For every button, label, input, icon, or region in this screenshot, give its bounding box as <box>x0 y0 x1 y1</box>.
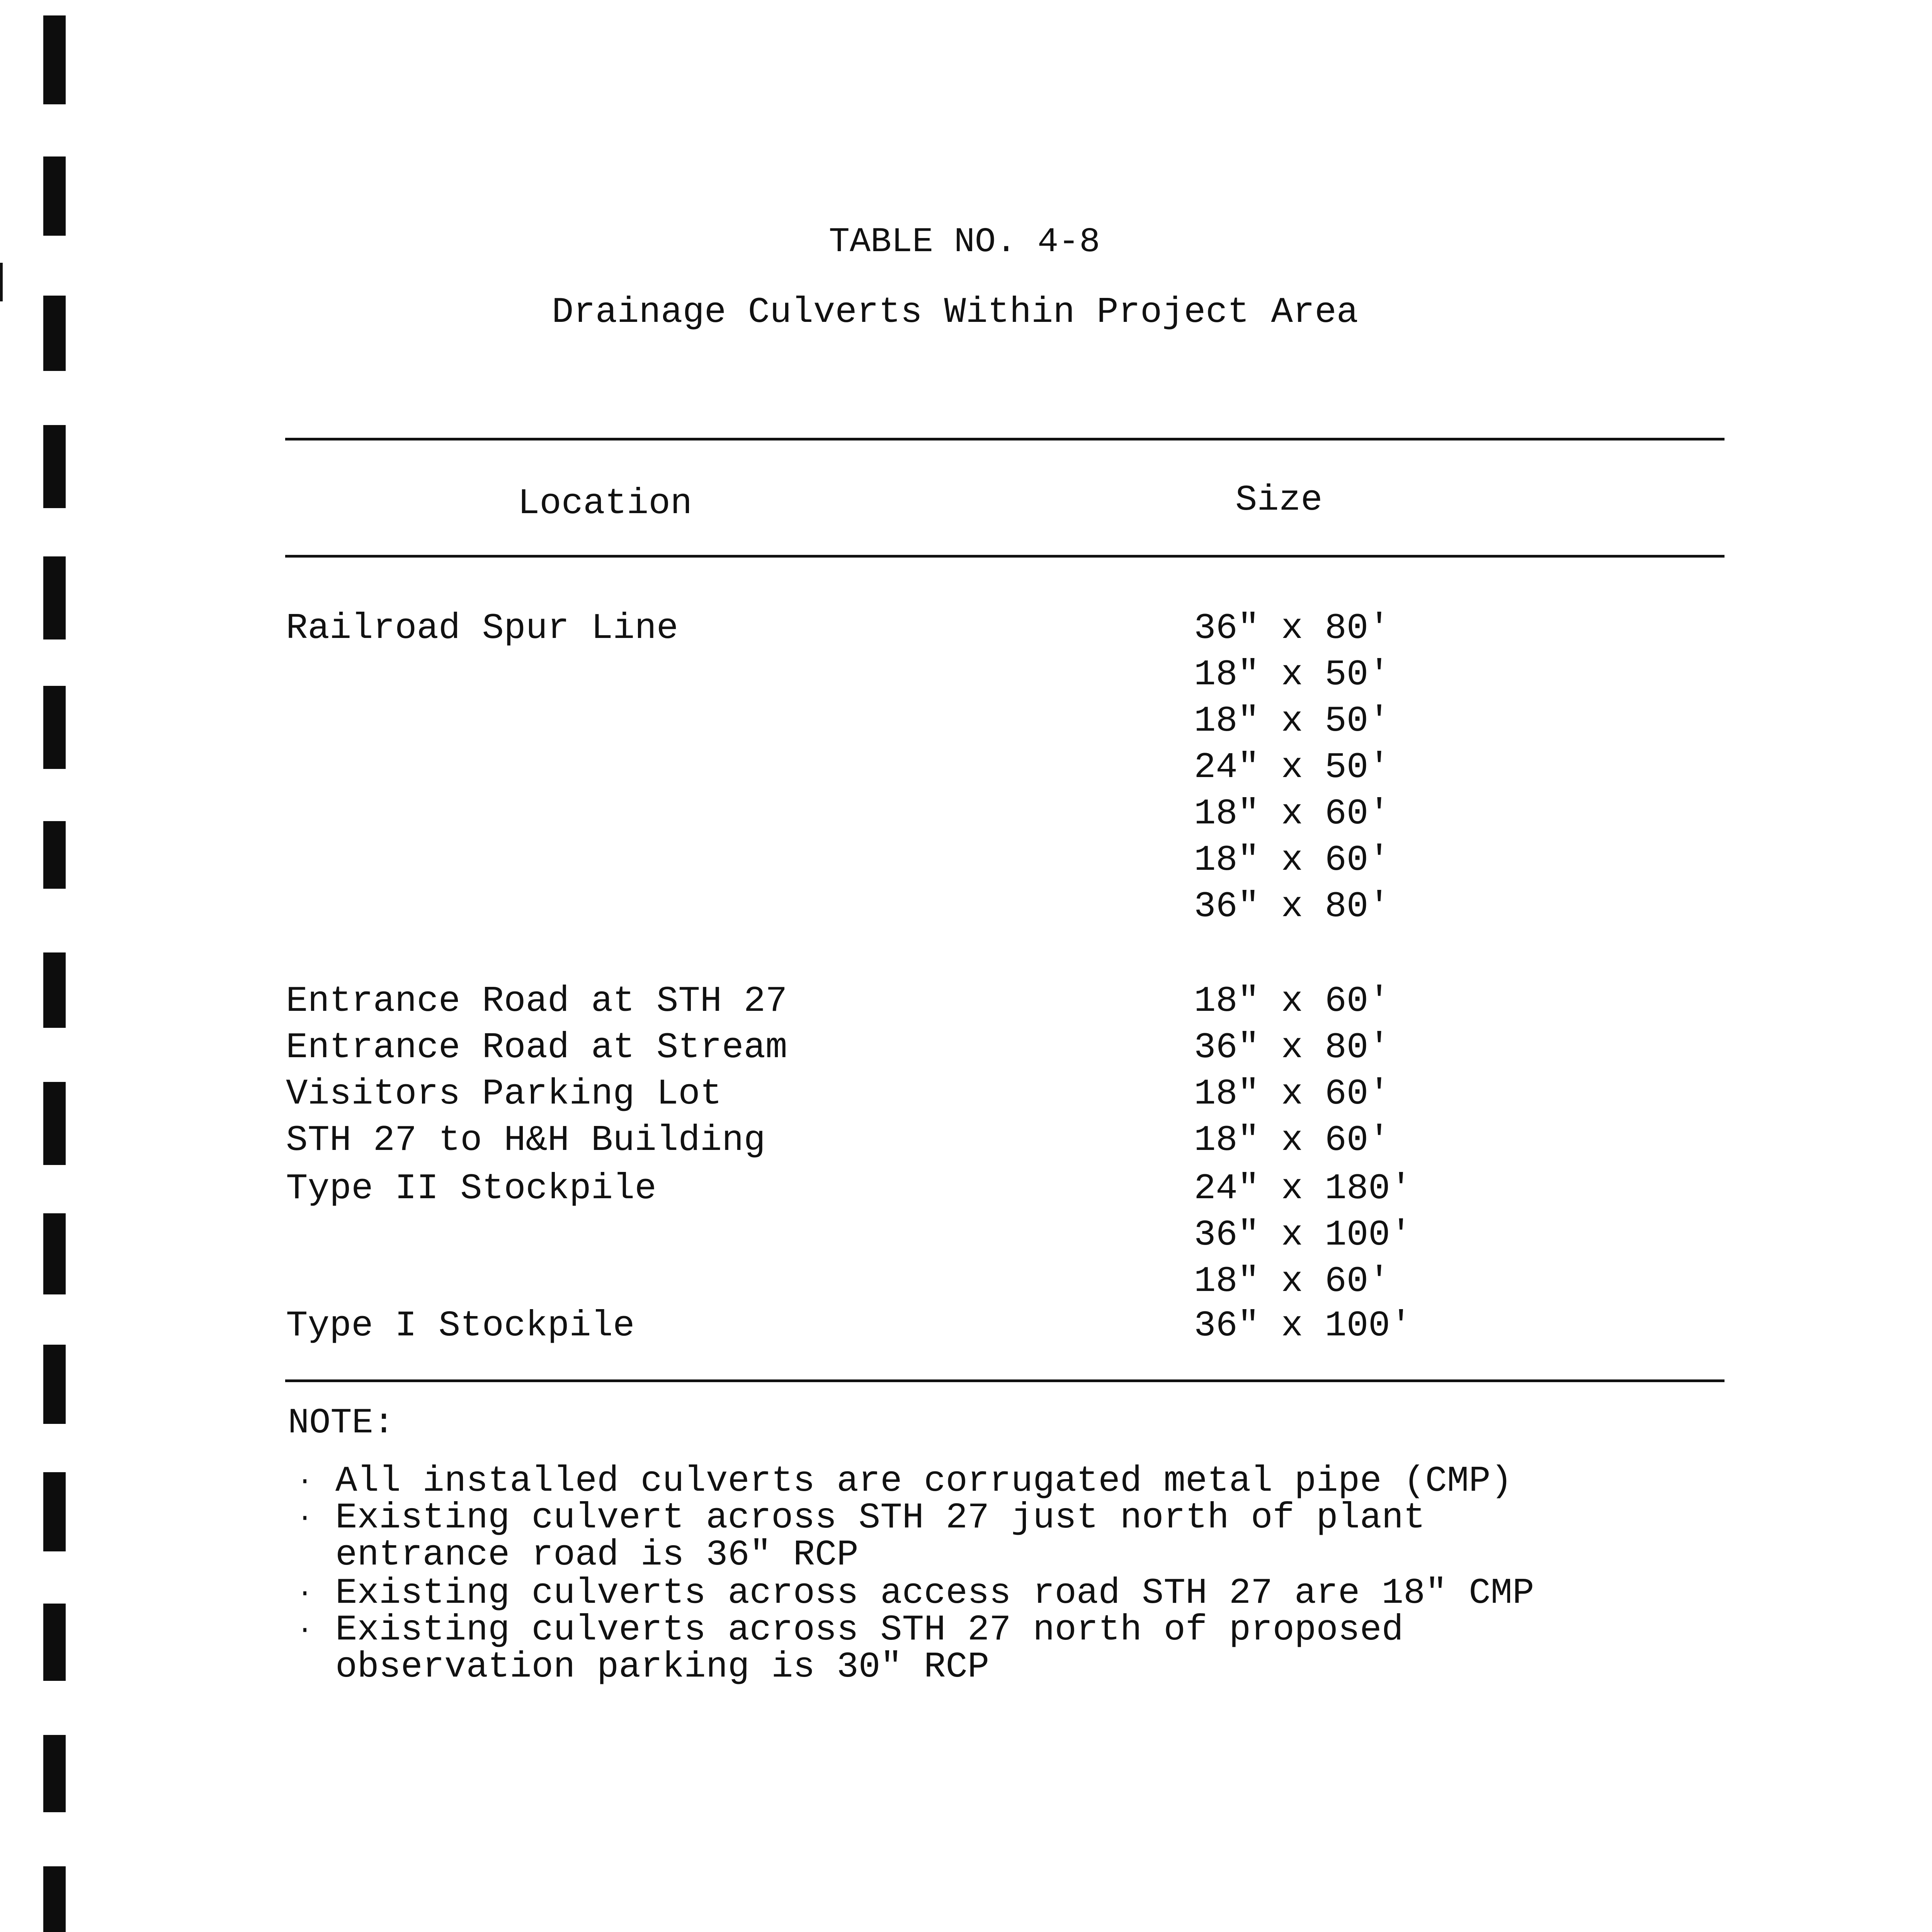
table-cell-size: 36" x 100′ <box>1194 1215 1412 1256</box>
binder-mark <box>43 1213 66 1294</box>
table-cell-size: 18" x 60′ <box>1194 840 1390 881</box>
binder-mark <box>43 1735 66 1812</box>
table-cell-size: 36" x 80′ <box>1194 886 1390 927</box>
bullet-mark: · <box>297 1503 313 1534</box>
note-line: entrance road is 36" RCP <box>335 1535 859 1576</box>
table-cell-location: Railroad Spur Line <box>286 608 679 649</box>
column-header-location: Location <box>518 483 692 524</box>
note-line: observation parking is 30" RCP <box>335 1647 990 1688</box>
note-line: Existing culvert across STH 27 just north of plant <box>335 1498 1425 1539</box>
table-cell-size: 18" x 60′ <box>1194 1261 1390 1302</box>
binder-mark <box>43 156 66 236</box>
bullet-mark: · <box>297 1616 313 1646</box>
table-cell-size: 18" x 60′ <box>1194 981 1390 1022</box>
table-cell-size: 36" x 80′ <box>1194 608 1390 649</box>
table-bottom-rule <box>285 1379 1725 1382</box>
table-cell-location: Entrance Road at STH 27 <box>286 981 787 1022</box>
table-cell-location: Type II Stockpile <box>286 1168 656 1209</box>
binder-mark <box>43 1866 66 1932</box>
table-number: TABLE NO. 4-8 <box>829 223 1100 262</box>
table-title: Drainage Culverts Within Project Area <box>552 292 1359 333</box>
binder-mark <box>43 556 66 639</box>
binder-mark <box>43 952 66 1028</box>
binder-mark <box>43 1082 66 1165</box>
table-cell-location: Visitors Parking Lot <box>286 1074 722 1115</box>
binder-mark <box>43 821 66 889</box>
table-cell-size: 18" x 50′ <box>1194 655 1390 696</box>
table-cell-size: 36" x 80′ <box>1194 1027 1390 1068</box>
table-cell-size: 18" x 50′ <box>1194 701 1390 742</box>
bullet-mark: · <box>297 1579 313 1609</box>
binder-mark <box>43 686 66 769</box>
table-header-rule <box>285 555 1725 558</box>
table-cell-size: 24" x 50′ <box>1194 747 1390 788</box>
table-cell-size: 18" x 60′ <box>1194 1120 1390 1161</box>
binder-punch-marks <box>0 0 77 1932</box>
table-cell-size: 18" x 60′ <box>1194 1074 1390 1115</box>
column-header-size: Size <box>1235 480 1323 521</box>
table-cell-location: Entrance Road at Stream <box>286 1027 787 1068</box>
note-label: NOTE: <box>288 1403 395 1443</box>
table-cell-location: Type I Stockpile <box>286 1306 635 1347</box>
margin-tick-mark <box>0 263 3 301</box>
binder-mark <box>43 1604 66 1681</box>
binder-mark <box>43 15 66 104</box>
binder-mark <box>43 425 66 508</box>
table-cell-size: 18" x 60′ <box>1194 794 1390 835</box>
note-line: All installed culverts are corrugated metal pipe (CMP) <box>335 1461 1513 1502</box>
note-line: Existing culverts across STH 27 north of proposed <box>335 1610 1404 1651</box>
binder-mark <box>43 1472 66 1551</box>
binder-mark <box>43 296 66 371</box>
table-top-rule <box>285 438 1725 440</box>
table-cell-size: 24" x 180′ <box>1194 1168 1412 1209</box>
binder-mark <box>43 1345 66 1424</box>
table-cell-location: STH 27 to H&H Building <box>286 1120 766 1161</box>
bullet-mark: · <box>297 1467 313 1497</box>
table-cell-size: 36" x 100′ <box>1194 1306 1412 1347</box>
note-line: Existing culverts across access road STH 27 are 18" CMP <box>335 1573 1534 1614</box>
